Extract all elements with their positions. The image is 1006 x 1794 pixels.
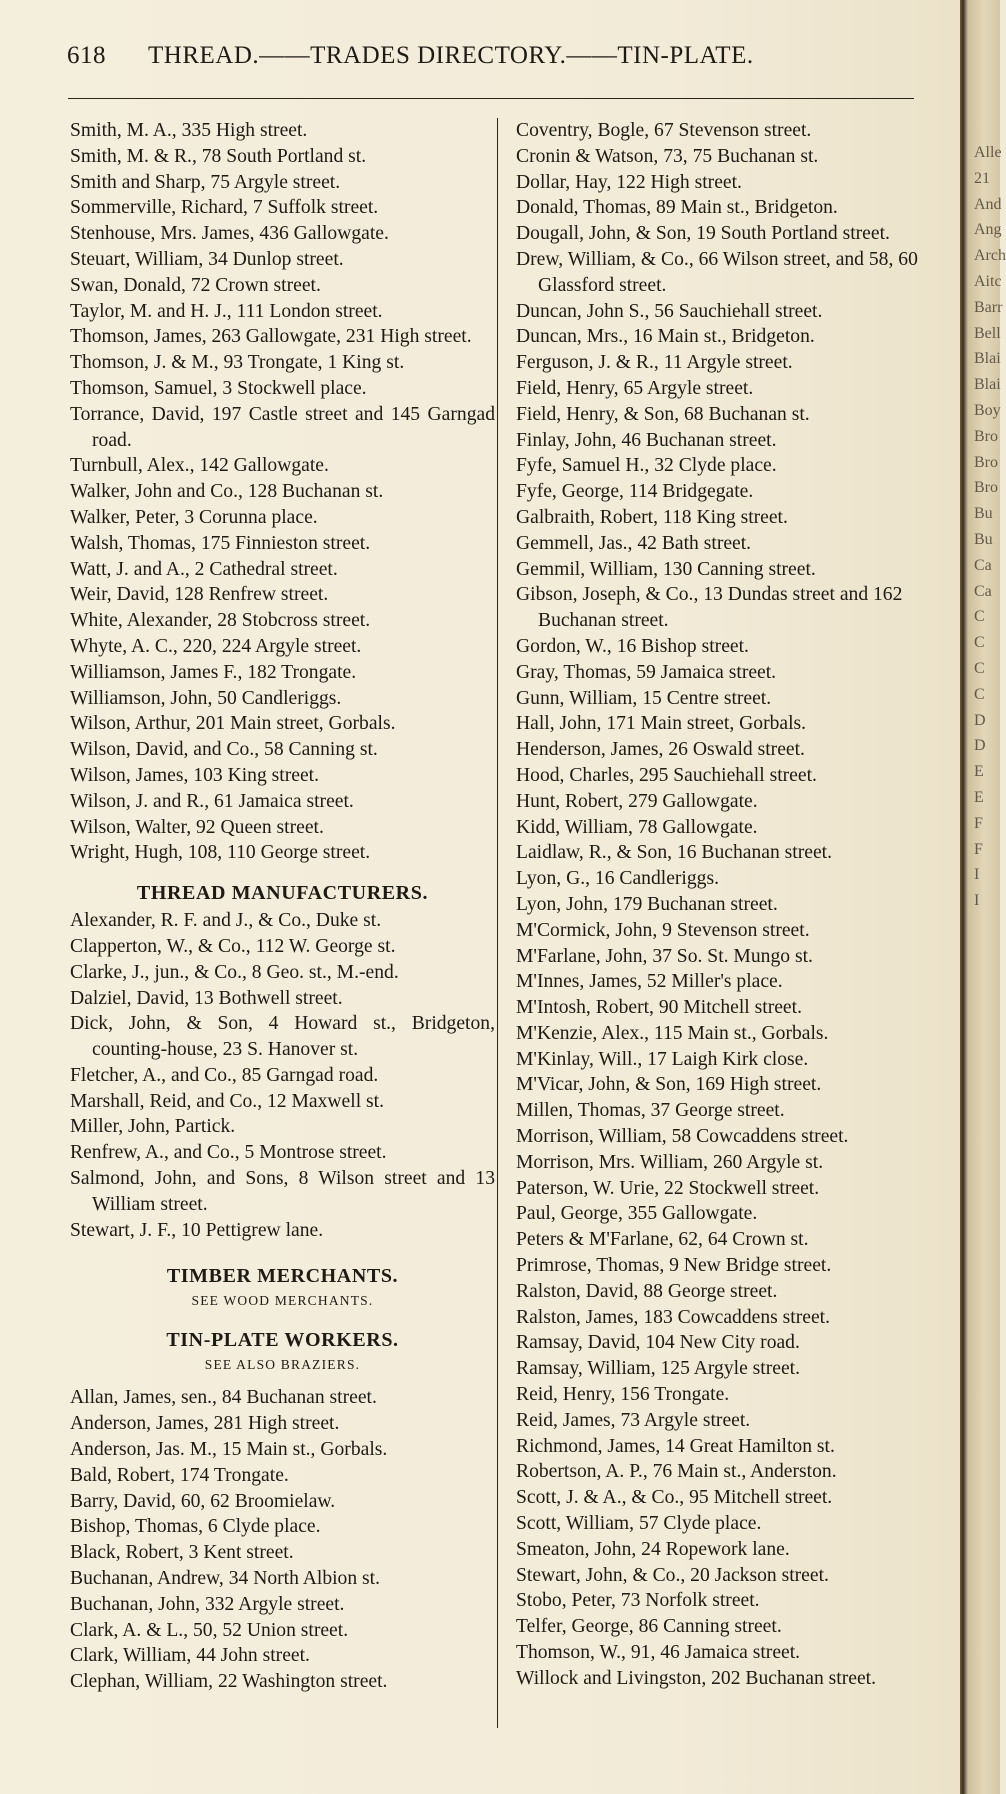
directory-entry: Robertson, A. P., 76 Main st., Anderston. xyxy=(516,1461,837,1483)
directory-entry: Finlay, John, 46 Buchanan street. xyxy=(516,429,777,451)
directory-entry: Weir, David, 128 Renfrew street. xyxy=(70,584,329,606)
gutter-fragment: Aitc xyxy=(974,272,1002,290)
directory-entry: Smith, M. & R., 78 South Portland st. xyxy=(70,145,367,167)
directory-entry: Smith and Sharp, 75 Argyle street. xyxy=(70,171,341,193)
tin-plate-workers-cross-reference: SEE ALSO BRAZIERS. xyxy=(204,1357,361,1373)
gutter-fragment: D xyxy=(974,737,986,755)
left-column xyxy=(70,118,495,1695)
directory-entry: Gemmil, William, 130 Canning street. xyxy=(516,558,816,580)
directory-entry: Walsh, Thomas, 175 Finnieston street. xyxy=(70,532,371,554)
gutter-fragment: C xyxy=(974,685,985,703)
gutter-fragment: 21 xyxy=(974,169,990,187)
directory-entry: Hall, John, 171 Main street, Gorbals. xyxy=(516,713,807,735)
directory-entry: Smeaton, John, 24 Ropework lane. xyxy=(516,1538,790,1560)
directory-entry: Ferguson, J. & R., 11 Argyle street. xyxy=(516,352,793,374)
gutter-fragment: Barr xyxy=(974,298,1003,316)
directory-entry: Wilson, James, 103 King street. xyxy=(70,764,319,786)
thread-continued-list xyxy=(70,118,495,866)
directory-entry: Dick, John, & Son, 4 Howard st., Bridgeton, counting-house, 23 S. Hanover st. xyxy=(70,1013,495,1061)
directory-entry: Sommerville, Richard, 7 Suffolk street. xyxy=(70,197,379,219)
gutter-fragment: Bu xyxy=(974,530,993,548)
directory-entry: Scott, William, 57 Clyde place. xyxy=(516,1513,762,1535)
directory-entry: M'Kinlay, Will., 17 Laigh Kirk close. xyxy=(516,1048,809,1070)
header-rule xyxy=(68,98,914,99)
directory-entry: Clarke, J., jun., & Co., 8 Geo. st., M.-end. xyxy=(70,961,399,983)
gutter-fragment: Blai xyxy=(974,350,1001,368)
directory-entry: Thomson, Samuel, 3 Stockwell place. xyxy=(70,377,367,399)
directory-entry: Fyfe, Samuel H., 32 Clyde place. xyxy=(516,455,777,477)
directory-entry: Miller, John, Partick. xyxy=(70,1116,236,1138)
page-number: 618 xyxy=(67,42,106,69)
directory-entry: Walker, Peter, 3 Corunna place. xyxy=(70,506,318,528)
gutter-fragment: F xyxy=(974,840,983,858)
directory-entry: Stewart, John, & Co., 20 Jackson street. xyxy=(516,1564,829,1586)
directory-entry: Wilson, Arthur, 201 Main street, Gorbals. xyxy=(70,713,396,735)
thread-manufacturers-heading: THREAD MANUFACTURERS. xyxy=(136,882,429,905)
gutter-fragment: Bro xyxy=(974,427,998,445)
directory-entry: Ramsay, William, 125 Argyle street. xyxy=(516,1358,801,1380)
directory-entry: Duncan, John S., 56 Sauchiehall street. xyxy=(516,300,823,322)
directory-entry: Watt, J. and A., 2 Cathedral street. xyxy=(70,558,338,580)
directory-entry: Thomson, James, 263 Gallowgate, 231 High street. xyxy=(70,326,472,348)
tin-plate-workers-heading: TIN-PLATE WORKERS. xyxy=(166,1329,399,1352)
directory-entry: Primrose, Thomas, 9 New Bridge street. xyxy=(516,1255,832,1277)
directory-entry: Paterson, W. Urie, 22 Stockwell street. xyxy=(516,1177,820,1199)
gutter-fragment: Boy xyxy=(974,401,1001,419)
directory-entry: Wilson, Walter, 92 Queen street. xyxy=(70,816,324,838)
directory-entry: Richmond, James, 14 Great Hamilton st. xyxy=(516,1435,835,1457)
column-divider xyxy=(497,118,498,1728)
tin-plate-workers-list-continued xyxy=(516,118,946,1692)
directory-entry: Coventry, Bogle, 67 Stevenson street. xyxy=(516,120,812,141)
directory-entry: Stewart, J. F., 10 Pettigrew lane. xyxy=(70,1219,324,1241)
gutter-fragment: Arch xyxy=(974,247,1006,265)
gutter-fragment: Blai xyxy=(974,376,1001,394)
directory-entry: Reid, Henry, 156 Trongate. xyxy=(516,1384,730,1406)
directory-entry: Clapperton, W., & Co., 112 W. George st. xyxy=(70,935,396,957)
timber-merchants-cross-reference: SEE WOOD MERCHANTS. xyxy=(191,1293,374,1309)
directory-entry: M'Vicar, John, & Son, 169 High street. xyxy=(516,1074,822,1096)
directory-entry: Field, Henry, 65 Argyle street. xyxy=(516,377,754,399)
running-title: THREAD.——TRADES DIRECTORY.——TIN-PLATE. xyxy=(148,42,754,69)
facing-page-fragments xyxy=(974,140,1006,914)
directory-entry: Allan, James, sen., 84 Buchanan street. xyxy=(70,1387,377,1409)
directory-entry: Barry, David, 60, 62 Broomielaw. xyxy=(70,1490,336,1512)
directory-entry: Ramsay, David, 104 New City road. xyxy=(516,1332,800,1354)
gutter-fragment: Bro xyxy=(974,453,998,471)
directory-entry: M'Innes, James, 52 Miller's place. xyxy=(516,971,783,993)
directory-entry: Gordon, W., 16 Bishop street. xyxy=(516,635,749,657)
directory-entry: Black, Robert, 3 Kent street. xyxy=(70,1542,294,1564)
directory-entry: Stenhouse, Mrs. James, 436 Gallowgate. xyxy=(70,223,389,245)
directory-entry: M'Cormick, John, 9 Stevenson street. xyxy=(516,919,810,941)
directory-entry: Lyon, John, 179 Buchanan street. xyxy=(516,893,778,915)
directory-entry: Buchanan, Andrew, 34 North Albion st. xyxy=(70,1568,381,1590)
directory-entry: Cronin & Watson, 73, 75 Buchanan st. xyxy=(516,145,819,167)
right-column xyxy=(516,118,946,1692)
tin-plate-workers-list xyxy=(70,1385,495,1695)
directory-entry: Millen, Thomas, 37 George street. xyxy=(516,1100,785,1122)
directory-entry: M'Intosh, Robert, 90 Mitchell street. xyxy=(516,997,802,1019)
directory-entry: Taylor, M. and H. J., 111 London street. xyxy=(70,300,383,322)
gutter-fragment: E xyxy=(974,788,984,806)
directory-entry: Wright, Hugh, 108, 110 George street. xyxy=(70,842,371,864)
thread-manufacturers-list xyxy=(70,908,495,1243)
directory-entry: Clephan, William, 22 Washington street. xyxy=(70,1671,388,1693)
directory-entry: Gunn, William, 15 Centre street. xyxy=(516,687,772,709)
directory-entry: Thomson, J. & M., 93 Trongate, 1 King st. xyxy=(70,352,405,374)
directory-entry: Henderson, James, 26 Oswald street. xyxy=(516,739,805,761)
directory-entry: Laidlaw, R., & Son, 16 Buchanan street. xyxy=(516,842,832,864)
directory-entry: Turnbull, Alex., 142 Gallowgate. xyxy=(70,455,329,477)
directory-entry: Fyfe, George, 114 Bridgegate. xyxy=(516,481,754,503)
gutter-fragment: D xyxy=(974,711,986,729)
directory-entry: Telfer, George, 86 Canning street. xyxy=(516,1616,782,1638)
directory-entry: Dalziel, David, 13 Bothwell street. xyxy=(70,987,343,1009)
gutter-fragment: Ca xyxy=(974,556,992,574)
gutter-fragment: Bu xyxy=(974,505,993,523)
gutter-fragment: I xyxy=(974,866,980,884)
directory-entry: Drew, William, & Co., 66 Wilson street, and 58, 60 Glassford street. xyxy=(516,248,918,296)
directory-entry: Morrison, Mrs. William, 260 Argyle st. xyxy=(516,1151,824,1173)
directory-entry: Smith, M. A., 335 High street. xyxy=(70,120,308,141)
gutter-fragment: E xyxy=(974,763,984,781)
directory-entry: Marshall, Reid, and Co., 12 Maxwell st. xyxy=(70,1090,385,1112)
directory-entry: Willock and Livingston, 202 Buchanan street. xyxy=(516,1667,876,1689)
directory-entry: Hood, Charles, 295 Sauchiehall street. xyxy=(516,764,817,786)
gutter-fragment: Bro xyxy=(974,479,998,497)
directory-entry: Reid, James, 73 Argyle street. xyxy=(516,1409,751,1431)
directory-entry: Fletcher, A., and Co., 85 Garngad road. xyxy=(70,1064,379,1086)
directory-entry: Steuart, William, 34 Dunlop street. xyxy=(70,248,344,270)
directory-entry: Alexander, R. F. and J., & Co., Duke st. xyxy=(70,910,382,932)
directory-entry: Kidd, William, 78 Gallowgate. xyxy=(516,816,758,838)
gutter-fragment: And xyxy=(974,195,1002,213)
timber-merchants-heading: TIMBER MERCHANTS. xyxy=(166,1265,399,1288)
directory-entry: Swan, Donald, 72 Crown street. xyxy=(70,274,321,296)
directory-entry: Ralston, James, 183 Cowcaddens street. xyxy=(516,1306,830,1328)
gutter-fragment: C xyxy=(974,634,985,652)
directory-entry: Dougall, John, & Son, 19 South Portland street. xyxy=(516,223,890,245)
directory-entry: Williamson, James F., 182 Trongate. xyxy=(70,661,357,683)
directory-entry: Field, Henry, & Son, 68 Buchanan st. xyxy=(516,403,810,425)
directory-entry: Anderson, James, 281 High street. xyxy=(70,1413,340,1435)
directory-entry: Gibson, Joseph, & Co., 13 Dundas street and 162 Buchanan street. xyxy=(516,584,903,632)
directory-entry: Torrance, David, 197 Castle street and 145 Garngad road. xyxy=(70,403,495,451)
directory-entry: Paul, George, 355 Gallowgate. xyxy=(516,1203,758,1225)
gutter-fragment: C xyxy=(974,659,985,677)
directory-entry: Ralston, David, 88 George street. xyxy=(516,1280,778,1302)
directory-entry: Bishop, Thomas, 6 Clyde place. xyxy=(70,1516,321,1538)
directory-entry: Hunt, Robert, 279 Gallowgate. xyxy=(516,790,758,812)
directory-entry: M'Farlane, John, 37 So. St. Mungo st. xyxy=(516,945,813,967)
directory-entry: Donald, Thomas, 89 Main st., Bridgeton. xyxy=(516,197,838,219)
gutter-fragment: Bell xyxy=(974,324,1001,342)
directory-entry: Stobo, Peter, 73 Norfolk street. xyxy=(516,1590,760,1612)
directory-entry: Gray, Thomas, 59 Jamaica street. xyxy=(516,661,777,683)
directory-entry: Whyte, A. C., 220, 224 Argyle street. xyxy=(70,635,362,657)
directory-entry: Peters & M'Farlane, 62, 64 Crown st. xyxy=(516,1229,809,1251)
gutter-fragment: I xyxy=(974,892,980,910)
directory-entry: Thomson, W., 91, 46 Jamaica street. xyxy=(516,1642,801,1664)
directory-entry: Gemmell, Jas., 42 Bath street. xyxy=(516,532,752,554)
directory-entry: Morrison, William, 58 Cowcaddens street. xyxy=(516,1126,849,1148)
directory-entry: Williamson, John, 50 Candleriggs. xyxy=(70,687,342,709)
directory-entry: Renfrew, A., and Co., 5 Montrose street. xyxy=(70,1142,387,1164)
page-header xyxy=(67,42,917,70)
directory-entry: Scott, J. & A., & Co., 95 Mitchell street. xyxy=(516,1487,833,1509)
directory-entry: Galbraith, Robert, 118 King street. xyxy=(516,506,788,528)
gutter-fragment: Ca xyxy=(974,582,992,600)
directory-entry: Wilson, David, and Co., 58 Canning st. xyxy=(70,739,378,761)
gutter-fragment: Ang xyxy=(974,221,1002,239)
directory-entry: Clark, William, 44 John street. xyxy=(70,1645,310,1667)
directory-entry: Anderson, Jas. M., 15 Main st., Gorbals. xyxy=(70,1439,388,1461)
directory-entry: Walker, John and Co., 128 Buchanan st. xyxy=(70,481,384,503)
directory-entry: Wilson, J. and R., 61 Jamaica street. xyxy=(70,790,354,812)
gutter-fragment: C xyxy=(974,608,985,626)
directory-entry: Bald, Robert, 174 Trongate. xyxy=(70,1464,289,1486)
gutter-fragment: Alle xyxy=(974,144,1002,161)
directory-entry: Salmond, John, and Sons, 8 Wilson street and 13 William street. xyxy=(70,1168,495,1215)
directory-entry: Lyon, G., 16 Candleriggs. xyxy=(516,868,719,890)
directory-entry: Clark, A. & L., 50, 52 Union street. xyxy=(70,1619,349,1641)
directory-entry: M'Kenzie, Alex., 115 Main st., Gorbals. xyxy=(516,1022,829,1044)
directory-entry: Buchanan, John, 332 Argyle street. xyxy=(70,1593,345,1615)
gutter-fragment: F xyxy=(974,814,983,832)
directory-entry: White, Alexander, 28 Stobcross street. xyxy=(70,610,371,632)
directory-entry: Dollar, Hay, 122 High street. xyxy=(516,171,742,193)
directory-entry: Duncan, Mrs., 16 Main st., Bridgeton. xyxy=(516,326,815,348)
